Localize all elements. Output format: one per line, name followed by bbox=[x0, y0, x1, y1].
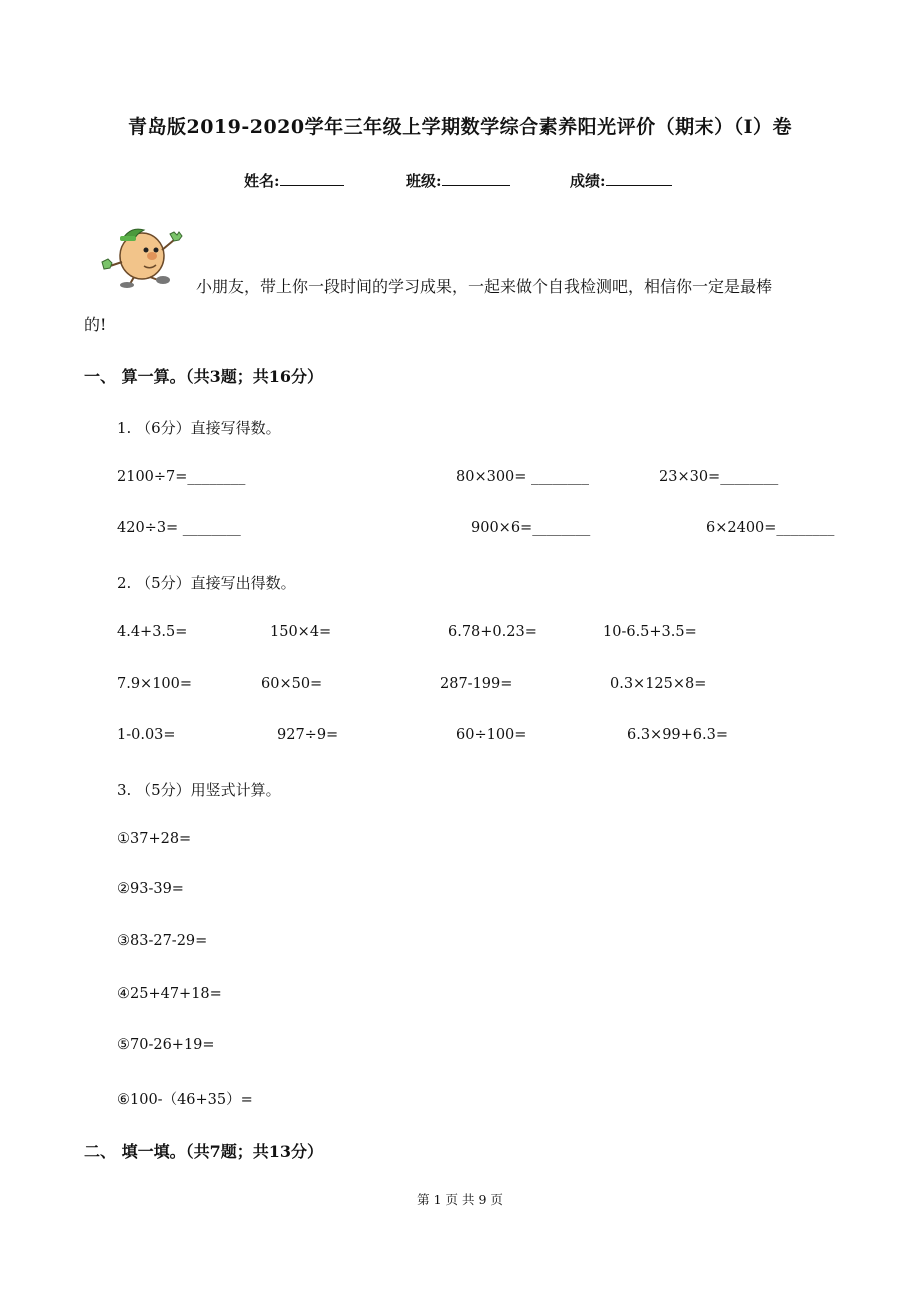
name-label: 姓名: bbox=[244, 172, 280, 190]
page-title: 青岛版2019-2020学年三年级上学期数学综合素养阳光评价（期末）（I）卷 bbox=[127, 116, 793, 138]
q3-item: ④25+47+18= bbox=[117, 986, 222, 1002]
question-2-label: 2. （5分）直接写出得数。 bbox=[117, 574, 296, 592]
q1-item: 23×30=________ bbox=[659, 469, 779, 485]
section-1-heading: 一、 算一算。（共3题；共16分） bbox=[84, 367, 323, 386]
q1-item: 6×2400=________ bbox=[706, 520, 835, 536]
intro-line-2: 的! bbox=[84, 315, 107, 334]
q1-item: 80×300= ________ bbox=[456, 469, 590, 485]
q3-item: ①37+28= bbox=[117, 831, 192, 847]
q2-item: 150×4= bbox=[270, 624, 332, 640]
q2-item: 60×50= bbox=[261, 676, 323, 692]
class-label: 班级: bbox=[406, 172, 442, 190]
q2-item: 7.9×100= bbox=[117, 676, 193, 692]
name-field bbox=[244, 170, 344, 191]
page-footer: 第 1 页 共 9 页 bbox=[417, 1192, 503, 1207]
q2-item: 60÷100= bbox=[456, 727, 527, 743]
q2-item: 4.4+3.5= bbox=[117, 624, 188, 640]
q2-item: 10-6.5+3.5= bbox=[603, 624, 697, 640]
q1-item: 900×6=________ bbox=[471, 520, 591, 536]
q3-item: ⑥100-（46+35）= bbox=[117, 1092, 253, 1108]
score-field bbox=[570, 170, 672, 191]
score-blank[interactable] bbox=[606, 171, 672, 186]
q2-item: 1-0.03= bbox=[117, 727, 176, 743]
class-blank[interactable] bbox=[442, 171, 510, 186]
q2-item: 6.78+0.23= bbox=[448, 624, 537, 640]
class-field bbox=[406, 170, 510, 191]
q1-item: 2100÷7=________ bbox=[117, 469, 246, 485]
q2-item: 0.3×125×8= bbox=[610, 676, 707, 692]
q3-item: ③83-27-29= bbox=[117, 933, 208, 949]
q2-item: 927÷9= bbox=[277, 727, 339, 743]
q2-item: 6.3×99+6.3= bbox=[627, 727, 729, 743]
section-2-heading: 二、 填一填。（共7题；共13分） bbox=[84, 1142, 323, 1161]
question-1-label: 1. （6分）直接写得数。 bbox=[117, 419, 281, 437]
q1-item: 420÷3= ________ bbox=[117, 520, 241, 536]
intro-line-1: 小朋友，带上你一段时间的学习成果，一起来做个自我检测吧，相信你一定是最棒 bbox=[196, 277, 773, 296]
name-blank[interactable] bbox=[280, 171, 344, 186]
q3-item: ⑤70-26+19= bbox=[117, 1037, 215, 1053]
mascot-illustration bbox=[100, 222, 186, 288]
question-3-label: 3. （5分）用竖式计算。 bbox=[117, 781, 281, 799]
q2-item: 287-199= bbox=[440, 676, 513, 692]
q3-item: ②93-39= bbox=[117, 881, 184, 897]
score-label: 成绩: bbox=[570, 172, 606, 190]
